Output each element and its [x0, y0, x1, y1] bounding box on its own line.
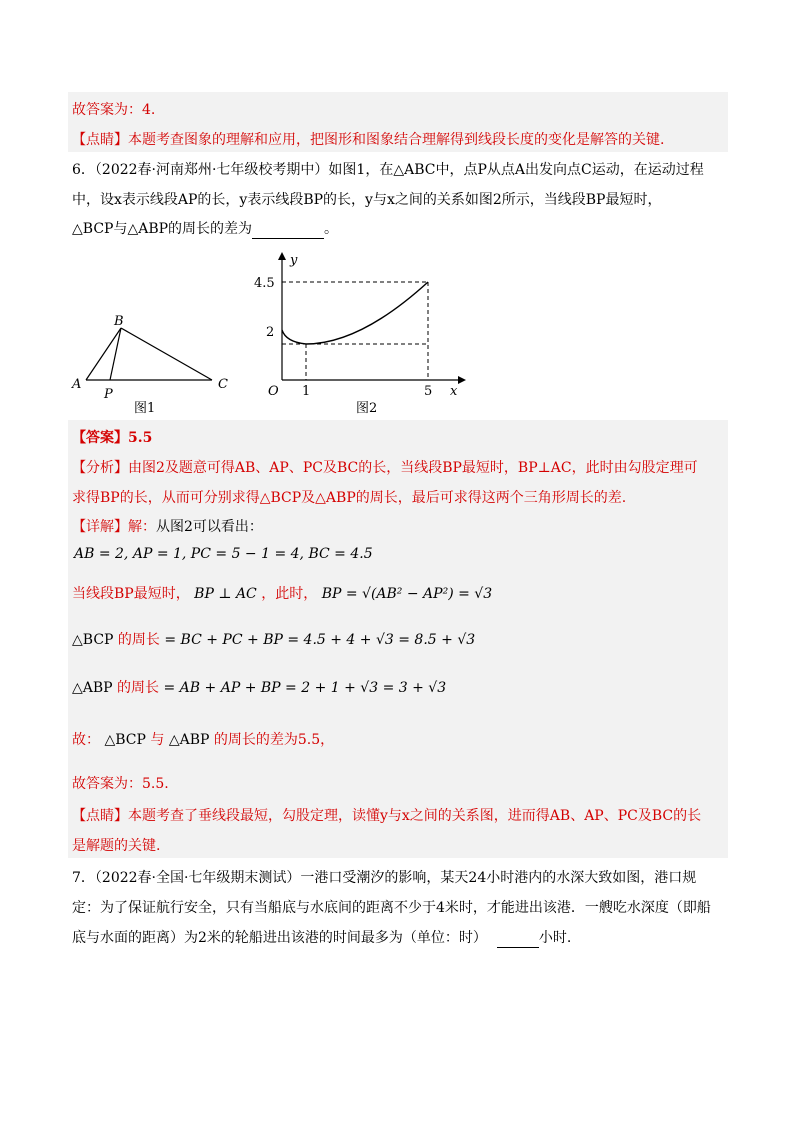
eq-bp-line: [72, 584, 492, 604]
y-axis-label: y: [290, 253, 298, 268]
q7-line3-text: 底与水面的距离）为2米的轮船进出该港的时间最多为（单位：时）: [72, 930, 487, 946]
eq-bp-formula: BP = √(AB² − AP²) = √3: [321, 586, 493, 602]
x-tick-1: 1: [302, 384, 311, 399]
q6-line1: 6．（2022春·河南郑州·七年级校考期中）如图1，在△ABC中，点P从点A出发向点C运动，在运动过程: [72, 162, 704, 178]
eq-bp-mid: ，此时，: [261, 586, 318, 602]
eq-abp-label: 的周长: [117, 680, 160, 696]
x-tick-5: 5: [424, 384, 433, 399]
comment-line2: 是解题的关键.: [72, 838, 161, 854]
origin-label: O: [268, 384, 279, 399]
figure-1-triangle: [66, 308, 246, 418]
eq-bcp-formula: = BC + PC + BP = 4.5 + 4 + √3 = 8.5 + √3: [164, 632, 476, 648]
detail-intro: 从图2可以看出：: [156, 519, 263, 535]
label-A: A: [72, 377, 82, 392]
answer-blank[interactable]: [252, 222, 324, 239]
figure-2-graph: [250, 250, 470, 416]
q7-line2: 定：为了保证航行安全，只有当船底与水底间的距离不少于4米时，才能进出该港．一艘吃水深度（即船: [72, 900, 711, 916]
eq-diff-tri2: △ABP: [168, 732, 210, 748]
eq-bp-perp: BP ⊥ AC: [194, 586, 257, 602]
q6-line3-end: 。: [324, 221, 339, 237]
eq-bcp-line: [72, 630, 475, 650]
top-comment: 【点睛】本题考查图象的理解和应用，把图形和图象结合理解得到线段长度的变化是解答的关键.: [72, 132, 665, 148]
eq-diff-prefix: 故：: [72, 732, 100, 748]
q6-line3: [72, 219, 338, 239]
analysis-line1: 【分析】由图2及题意可得AB、AP、PC及BC的长，当线段BP最短时，BP⊥AC，此时由勾股定理可: [72, 460, 698, 476]
top-answer: 故答案为：4.: [72, 102, 156, 118]
eq-bcp-label: 的周长: [117, 632, 160, 648]
eq-bp-prefix: 当线段BP最短时，: [72, 586, 190, 602]
q6-line3-text: △BCP与△ABP的周长的差为: [72, 221, 253, 237]
detail-label: 【详解】解：: [72, 519, 156, 535]
figure-1-caption: 图1: [134, 401, 156, 416]
eq-diff-line: [72, 730, 334, 750]
eq-diff-tri1: △BCP: [104, 732, 146, 748]
figure-2-caption: 图2: [356, 401, 378, 416]
eq-diff-end: 的周长的差为5.5，: [213, 732, 335, 748]
label-C: C: [218, 377, 228, 392]
q7-line1: 7．（2022春·全国·七年级期末测试）一港口受潮汐的影响，某天24小时港内的水深大致如图，港口规: [72, 870, 697, 886]
eq-abp-formula: = AB + AP + BP = 2 + 1 + √3 = 3 + √3: [163, 680, 447, 696]
label-B: B: [114, 314, 124, 329]
q7-line3-end: 小时.: [538, 930, 572, 946]
q6-line2: 中，设x表示线段AP的长，y表示线段BP的长，y与x之间的关系如图2所示，当线段BP最短时，: [72, 192, 662, 208]
q7-answer-blank[interactable]: [497, 931, 539, 948]
y-tick-2: 2: [266, 325, 275, 340]
analysis-line2: 求得BP的长，从而可分别求得△BCP及△ABP的周长，最后可求得这两个三角形周长的差.: [72, 490, 627, 506]
q7-line3: [72, 928, 571, 948]
final-answer: 故答案为：5.5.: [72, 776, 169, 792]
comment-line1: 【点睛】本题考查了垂线段最短，勾股定理，读懂y与x之间的关系图，进而得AB、AP、PC及BC的长: [72, 808, 702, 824]
eq-abp-tri: △ABP: [72, 680, 113, 696]
eq-lengths: AB = 2, AP = 1, PC = 5 − 1 = 4, BC = 4.5: [74, 546, 373, 562]
eq-diff-mid: 与: [150, 732, 165, 748]
detail-line: [72, 517, 263, 537]
answer-label: 【答案】5.5: [72, 430, 153, 446]
x-axis-label: x: [450, 384, 458, 399]
bp-curve: [282, 282, 428, 344]
eq-bcp-tri: △BCP: [72, 632, 114, 648]
label-P: P: [104, 387, 113, 402]
y-tick-4-5: 4.5: [254, 276, 275, 291]
eq-abp-line: [72, 678, 446, 698]
